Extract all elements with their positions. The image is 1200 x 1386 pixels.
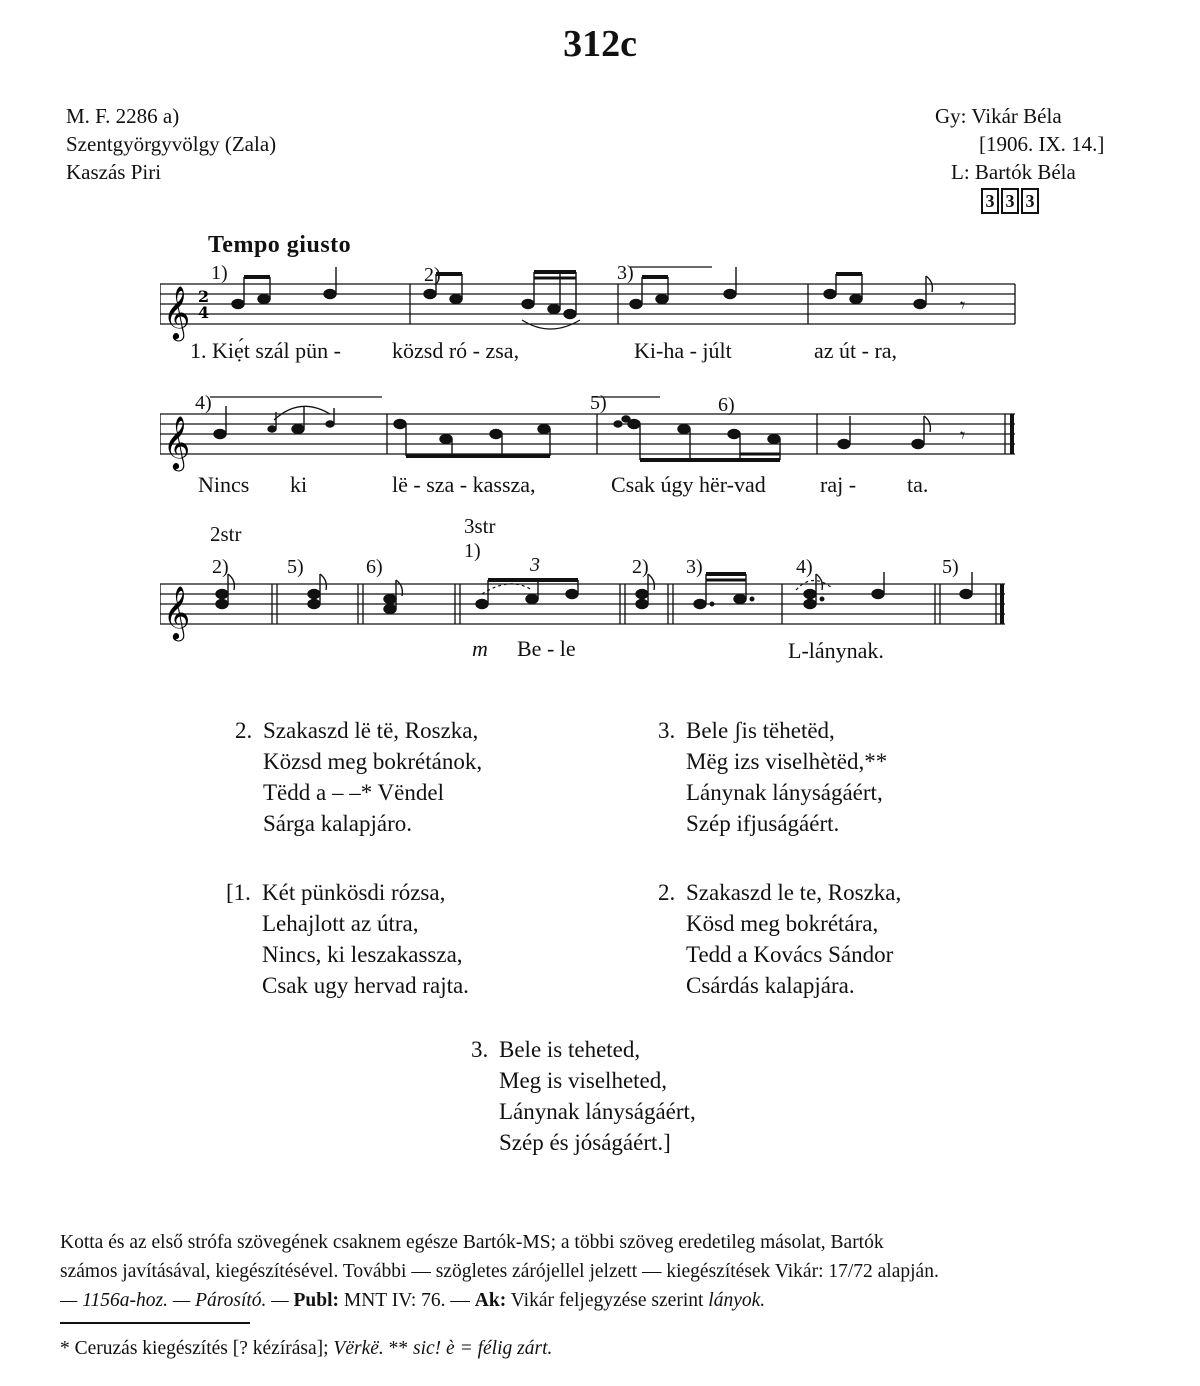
lyric-2c: lë - sza - kassza,: [392, 472, 536, 497]
phrase-mark-4: 4): [195, 392, 212, 414]
class-box: 3: [981, 188, 999, 214]
variant-mark-5: 5): [287, 556, 304, 578]
source-info: [66, 102, 276, 186]
stanza-2-bracketed: 2. Szakaszd le te, Roszka, Kösd meg bokrétára, Tedd a Kovács Sándor Csárdás kalapjára.: [658, 880, 902, 998]
treble-clef-icon: 𝄞: [163, 585, 191, 639]
variant-mark-2b: 2): [632, 556, 649, 578]
lyric-2d: Csak úgy hër-vad: [611, 472, 766, 497]
transcriber: L: Bartók Béla: [951, 160, 1076, 184]
treble-clef-icon: 𝄞: [163, 415, 191, 469]
variant-mark-4: 4): [796, 556, 813, 578]
staff-system-3: [160, 572, 1020, 642]
lyric-1d: az út - ra,: [814, 338, 898, 363]
stanza-1-bracketed: [1. Két pünkösdi rózsa, Lehajlott az útra, Nincs, ki leszakassza, Csak ugy hervad rajta.: [226, 880, 469, 998]
editorial-notes: [60, 1228, 1120, 1315]
footnote: * Ceruzás kiegészítés [? kézírása]; Vërkë. ** sic! è = félig zárt.: [60, 1338, 553, 1359]
notes-measure-2: [424, 272, 580, 329]
lyric-3b: Be - le: [517, 636, 576, 661]
staff-system-1: [160, 262, 1020, 342]
collector: Gy: Vikár Béla: [935, 104, 1062, 128]
time-sig-top: 2: [198, 287, 210, 306]
collector-info: [935, 102, 1104, 214]
variant-mark-5b: 5): [942, 556, 959, 578]
note-line-2: számos javításával, kiegészítésével. További — szögletes zárójellel jelzett — kiegészítések Vikár: 17/72 alapján.: [60, 1261, 939, 1282]
location: Szentgyörgyvölgy (Zala): [66, 132, 277, 156]
lyric-1b: közsd ró - zsa,: [392, 338, 520, 363]
collection-date: [1906. IX. 14.]: [979, 132, 1105, 156]
variant-label-2str: 2str: [210, 522, 242, 546]
stanza-3-dialect: 3. Bele ʃis tëhetëd, Mëg izs viselhètëd,** Lánynak lányságáért, Szép ifjuságáért.: [658, 718, 888, 836]
variant-mark-3: 3): [686, 556, 703, 578]
variant-mark-1: 1): [464, 540, 481, 562]
variant-mark-2: 2): [212, 556, 229, 578]
lyric-2b: ki: [290, 472, 308, 497]
footnote-divider: [60, 1322, 250, 1324]
performer: Kaszás Piri: [66, 160, 162, 184]
lyric-3c: L-lánynak.: [788, 638, 884, 663]
stanza-3-bracketed: 3. Bele is teheted, Meg is viselheted, Lánynak lányságáért, Szép és jóságáért.]: [471, 1037, 696, 1155]
triplet-mark: 3: [530, 554, 540, 576]
treble-clef-icon: 𝄞: [163, 285, 191, 339]
note-line-3: — 1156a-hoz. — Párosító. — Publ: MNT IV: 76. — Ak: Vikár feljegyzése szerint lányok.: [60, 1290, 766, 1311]
notes-measure-4: [824, 274, 965, 317]
phrase-mark-3: 3): [617, 262, 634, 284]
lyric-2e: raj -: [820, 472, 857, 497]
lyric-1c: Ki-ha - júlt: [634, 338, 732, 363]
variant-label-3str: 3str: [464, 514, 496, 538]
phrase-mark-6: 6): [718, 394, 735, 416]
page-title: 312c: [563, 23, 637, 65]
lyric-2a: Nincs: [198, 472, 250, 497]
lyric-2f: ta.: [907, 472, 929, 497]
phrase-mark-5: 5): [590, 392, 607, 414]
notes-measure-1: [232, 267, 336, 309]
time-sig-bottom: 4: [198, 303, 210, 322]
notes-measure-3: [630, 267, 736, 309]
stanza-2-dialect: 2. Szakaszd lë të, Roszka, Közsd meg bokrétánok, Tëdd a – –* Vëndel Sárga kalapjáro.: [235, 718, 483, 836]
lyric-1a: 1. Kiẹ́t szál pün -: [190, 338, 341, 363]
variant-mark-6: 6): [366, 556, 383, 578]
lyric-3a: m: [472, 636, 488, 661]
tempo-marking: Tempo giusto: [208, 232, 352, 258]
class-box: 3: [1021, 188, 1039, 214]
svg-text:𝄾: 𝄾: [960, 293, 966, 317]
phrase-mark-2: 2): [424, 264, 441, 286]
note-line-1: Kotta és az első strófa szövegének csaknem egésze Bartók-MS; a többi szöveg eredetileg másolat, Bartók: [60, 1232, 884, 1253]
svg-text:𝄾: 𝄾: [960, 423, 966, 447]
catalog-number: M. F. 2286 a): [66, 104, 180, 128]
phrase-mark-1: 1): [211, 262, 228, 284]
class-box: 3: [1001, 188, 1019, 214]
classification-boxes: [981, 188, 1104, 214]
